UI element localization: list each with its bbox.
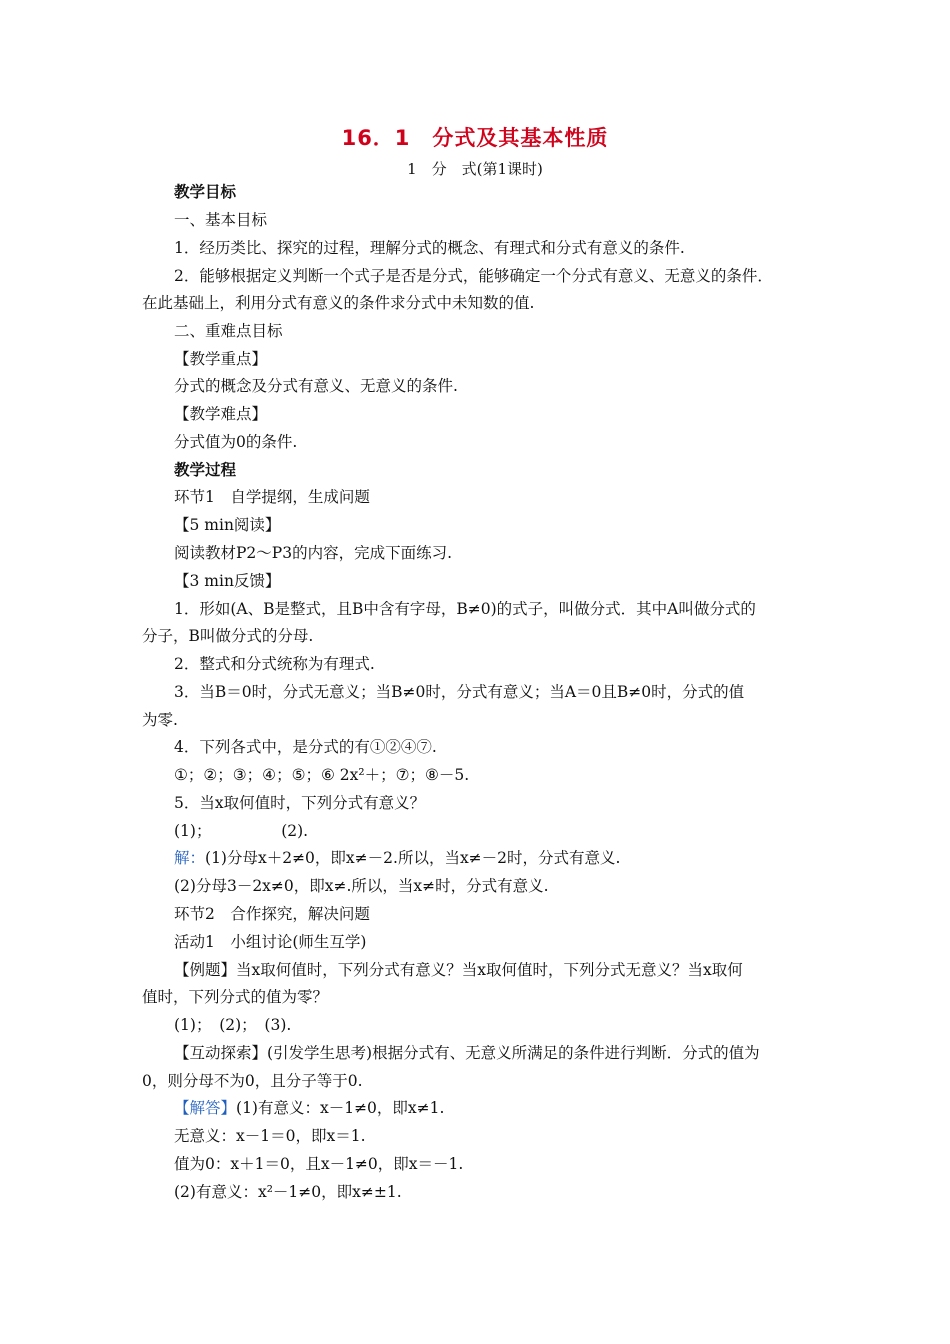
text-line: 0，则分母不为0，且分子等于0.	[142, 1072, 363, 1090]
text-line: 【例题】当x取何值时，下列分式有意义？当x取何值时，下列分式无意义？当x取何	[174, 961, 743, 979]
page-subtitle: 1 分 式(第1课时)	[407, 160, 543, 178]
text-line: 3．当B＝0时，分式无意义；当B≠0时，分式有意义；当A＝0且B≠0时，分式的值	[174, 683, 745, 701]
text-line: 【3 min反馈】	[174, 572, 281, 590]
text-line: (2)分母3－2x≠0，即x≠.所以，当x≠时，分式有意义.	[174, 877, 549, 895]
text-line: 【教学重点】	[174, 350, 268, 368]
text-line: 值时，下列分式的值为零？	[142, 988, 329, 1006]
text-line: (1)； (2).	[174, 822, 309, 840]
page-title: 16．1 分式及其基本性质	[341, 126, 609, 150]
text-line: 分式值为0的条件.	[174, 433, 298, 451]
text-line: 值为0：x＋1＝0，且x－1≠0，即x＝－1.	[174, 1155, 464, 1173]
text-line: 2．能够根据定义判断一个式子是否是分式，能够确定一个分式有意义、无意义的条件．	[174, 267, 773, 285]
text-line: 无意义：x－1＝0，即x＝1.	[174, 1127, 366, 1145]
text-line: 1．形如(A、B是整式，且B中含有字母，B≠0)的式子，叫做分式．其中A叫做分式的	[174, 600, 756, 618]
answer-line	[174, 1098, 444, 1118]
text-line: 一、基本目标	[174, 211, 268, 229]
text-line: 二、重难点目标	[174, 322, 283, 340]
text-line: 5．当x取何值时，下列分式有意义？	[174, 794, 426, 812]
text-line: 在此基础上，利用分式有意义的条件求分式中未知数的值.	[142, 294, 535, 312]
text-line: 为零.	[142, 711, 178, 729]
text-line: (1)； (2)； (3).	[174, 1016, 292, 1034]
text-line: 阅读教材P2～P3的内容，完成下面练习.	[174, 544, 453, 562]
text-line: 【教学难点】	[174, 405, 268, 423]
answer-label: 【解答】	[174, 1099, 237, 1117]
answer-text: (1)有意义：x－1≠0，即x≠1.	[236, 1099, 445, 1117]
text-line: 【5 min阅读】	[174, 516, 281, 534]
text-line: 分子，B叫做分式的分母.	[142, 627, 314, 645]
solution-line	[174, 848, 620, 868]
solution-label: 解：	[174, 849, 206, 867]
text-line: 环节2 合作探究，解决问题	[174, 905, 370, 923]
text-line: ①；②；③；④；⑤；⑥ 2x²＋；⑦；⑧－5.	[174, 766, 470, 784]
text-line: 2．整式和分式统称为有理式.	[174, 655, 375, 673]
text-line: 【互动探索】(引发学生思考)根据分式有、无意义所满足的条件进行判断．分式的值为	[174, 1044, 760, 1062]
section-heading-process: 教学过程	[174, 461, 237, 479]
text-line: 4．下列各式中，是分式的有①②④⑦.	[174, 738, 437, 756]
section-heading-goals: 教学目标	[174, 183, 237, 201]
text-line: 分式的概念及分式有意义、无意义的条件.	[174, 377, 458, 395]
text-line: 环节1 自学提纲，生成问题	[174, 488, 370, 506]
text-line: 活动1 小组讨论(师生互学)	[174, 933, 367, 951]
text-line: 1．经历类比、探究的过程，理解分式的概念、有理式和分式有意义的条件.	[174, 239, 685, 257]
solution-text: (1)分母x＋2≠0，即x≠－2.所以，当x≠－2时，分式有意义.	[205, 849, 621, 867]
text-line: (2)有意义：x²－1≠0，即x≠±1.	[174, 1183, 402, 1201]
